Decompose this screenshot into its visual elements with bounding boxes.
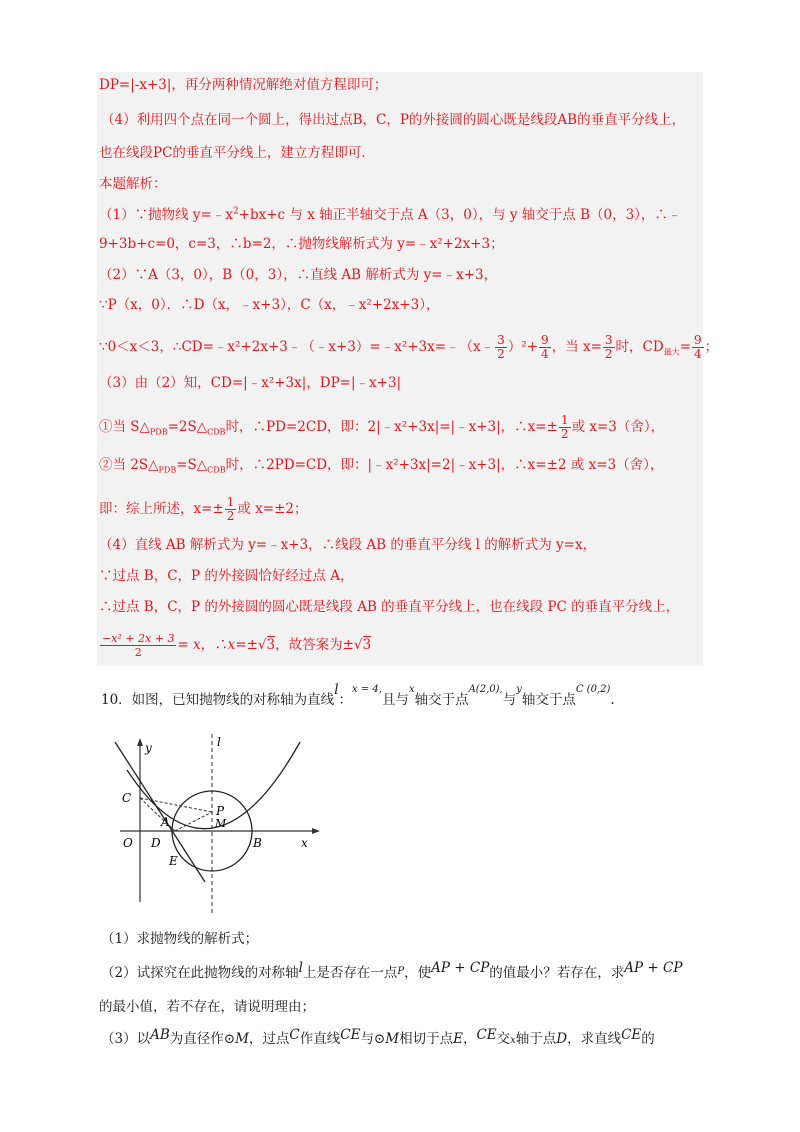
label-b: B xyxy=(253,836,262,850)
solution-line-16: ∴过点 B，C，P 的外接圆的圆心既是线段 AB 的垂直平分线上，也在线段 PC 的垂直平分线上， xyxy=(99,599,680,615)
segment-ca xyxy=(140,798,175,831)
solution-line-10: （3）由（2）知，CD=|﹣x²+3x|，DP=|﹣x+3| xyxy=(99,375,402,391)
solution-line-11: ①当 $S\triangle_{PDB}=2S\triangle_{CDB}$时，∴PD=2CD，即：2|﹣x²+3x|=|﹣x+3|，∴x=± $\frac{1}{2}$ 或 x=3（舍）， xyxy=(99,413,665,441)
solution-line-17: $\frac{\text{−x² + 2x + 3}}{2}$ = x，∴x=±√3，故答案为±√3 xyxy=(102,632,372,659)
label-a: A xyxy=(161,815,170,829)
label-e: E xyxy=(169,854,178,868)
solution-line-9: ∵0＜x＜3，∴CD=﹣x²+2x+3﹣（﹣x+3）=﹣x²+3x=﹣（x﹣ $\frac{3}{2}$ ）²+ $\frac{9}{4}$ ，当 x= $\frac{3}{2}$ 时，$CD_{最大}=$ $\frac{9}{4}$ ； xyxy=(99,333,719,361)
solution-heading: 本题解析： xyxy=(99,176,167,192)
solution-line-5: （1）∵抛物线 $y=﹣x^2+bx+c$ 与 x 轴正半轴交于点 A（3，0），与 y 轴交于点 B（0，3），∴﹣ xyxy=(99,206,682,223)
label-d: D xyxy=(151,836,161,850)
parabola-curve xyxy=(127,742,300,829)
subquestion-2: （2）试探究在此抛物线的对称轴l上是否存在一点$^P$，使AP + CP的值最小？若存在，求AP + CP xyxy=(101,960,683,981)
solution-line-6: 9+3b+c=0，c=3，∴b=2，∴抛物线解析式为 y=﹣x²+2x+3； xyxy=(99,236,504,252)
solution-line-1: DP=|-x+3|，再分两种情况解绝对值方程即可； xyxy=(99,77,388,93)
label-m: M xyxy=(215,817,227,830)
solution-line-7: （2）∵A（3，0），B（0，3），∴直线 AB 解析式为 y=﹣x+3， xyxy=(99,267,498,283)
label-c: C xyxy=(122,791,132,805)
solution-line-2: （4）利用四个点在同一个圆上，得出过点B，C，P的外接圆的圆心既是线段AB的垂直平分线上， xyxy=(101,112,686,128)
label-o: O xyxy=(123,836,133,850)
label-y: y xyxy=(145,741,152,755)
x-axis-arrow xyxy=(312,828,320,834)
solution-line-15: ∵过点 B，C，P 的外接圆恰好经过点 A， xyxy=(99,568,354,584)
solution-line-14: （4）直线 AB 解析式为 y=﹣x+3，∴线段 AB 的垂直平分线 l 的解析式为 y=x， xyxy=(99,537,597,553)
solution-line-13: 即：综上所述，x=± $\frac{1}{2}$ 或 x=±2； xyxy=(99,495,308,523)
tangent-line-ce xyxy=(115,742,205,882)
solution-line-3: 也在线段PC的垂直平分线上，建立方程即可. xyxy=(99,145,366,161)
subquestion-1: （1）求抛物线的解析式； xyxy=(101,931,259,947)
label-l: l xyxy=(217,735,221,749)
parabola-figure xyxy=(105,732,325,914)
segment-cp xyxy=(140,798,212,812)
subquestion-3: （3）以AB为直径作⊙M，过点C作直线CE与⊙M相切于点E，CE交x轴于点D，求直线CE的 xyxy=(101,1027,655,1047)
label-p: P xyxy=(216,804,225,818)
subquestion-2-cont: 的最小值，若不存在，请说明理由； xyxy=(99,999,315,1015)
problem-10-text: 10．如图，已知抛物线的对称轴为直线l：$^{x = 4,}$且与$^x$轴交于点$^{A(2,0),}$与$^y$轴交于点$^{C (0,2)}$. xyxy=(101,682,615,708)
label-x: x xyxy=(301,836,308,850)
solution-line-8: ∵P（x，0）．∴D（x，﹣x+3），C（x，﹣x²+2x+3）， xyxy=(99,297,440,313)
y-axis-arrow xyxy=(137,738,143,746)
solution-line-12: ②当 $2S\triangle_{PDB}=S\triangle_{CDB}$时，∴2PD=CD，即：|﹣x²+3x|=2|﹣x+3|，∴x=±2 或 x=3（舍）， xyxy=(99,457,664,475)
